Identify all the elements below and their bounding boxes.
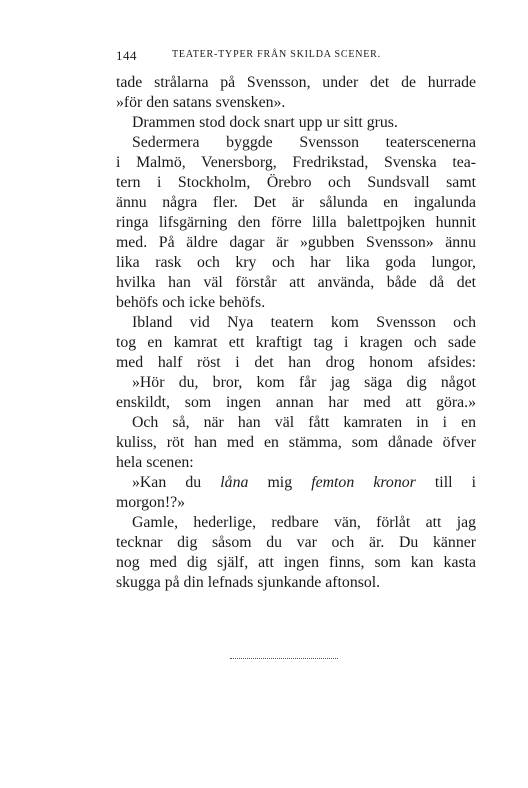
section-end-rule: [230, 658, 338, 659]
running-head: TEATER-TYPER FRÅN SKILDA SCENER.: [172, 49, 381, 60]
text-line: ännu några fler. Det är sålunda en ingalunda: [116, 194, 476, 211]
text-line: Sedermera byggde Svensson teaterscenerna: [132, 134, 476, 151]
text-line: »Kan du låna mig femton kronor till i: [132, 474, 476, 491]
text-line: lika rask och kry och har lika goda lungor,: [116, 254, 476, 271]
text-line: i Malmö, Venersborg, Fredrikstad, Svenska tea-: [116, 154, 476, 171]
text-line: Gamle, hederlige, redbare vän, förlåt att jag: [132, 514, 476, 531]
text-line: ringa lifsgärning den förre lilla balettpojken hunnit: [116, 214, 476, 231]
page-number: 144: [116, 48, 137, 63]
text-line: Ibland vid Nya teatern kom Svensson och: [132, 314, 476, 331]
text-line: tade strålarna på Svensson, under det de hurrade: [116, 74, 476, 91]
text-line: kuliss, röt han med en stämma, som dånade öfver: [116, 434, 476, 451]
text-line: enskildt, som ingen annan har med att göra.»: [116, 394, 476, 411]
page-header: [116, 48, 416, 66]
text-line: med. På äldre dagar är »gubben Svensson» ännu: [116, 234, 476, 251]
text-line: morgon!?»: [116, 494, 186, 511]
text-line: »för den satans svensken».: [116, 94, 286, 111]
body-text: [116, 73, 476, 593]
text-line: med half röst i det han drog honom afsides:: [116, 354, 476, 371]
text-line: »Hör du, bror, kom får jag säga dig något: [132, 374, 476, 391]
text-line: skugga på din lefnads sjunkande aftonsol.: [116, 574, 381, 591]
text-line: hvilka han väl förstår att använda, både då det: [116, 274, 476, 291]
text-line: tern i Stockholm, Örebro och Sundsvall samt: [116, 174, 476, 191]
text-line: Drammen stod dock snart upp ur sitt grus.: [132, 114, 398, 131]
text-line: nog med dig själf, att ingen finns, som kan kasta: [116, 554, 476, 571]
text-line: tog en kamrat ett kraftigt tag i kragen och sade: [116, 334, 476, 351]
text-line: tecknar dig såsom du var och är. Du känner: [116, 534, 476, 551]
text-line: Och så, när han väl fått kamraten in i en: [132, 414, 476, 431]
text-line: hela scenen:: [116, 454, 194, 471]
text-line: behöfs och icke behöfs.: [116, 294, 266, 311]
